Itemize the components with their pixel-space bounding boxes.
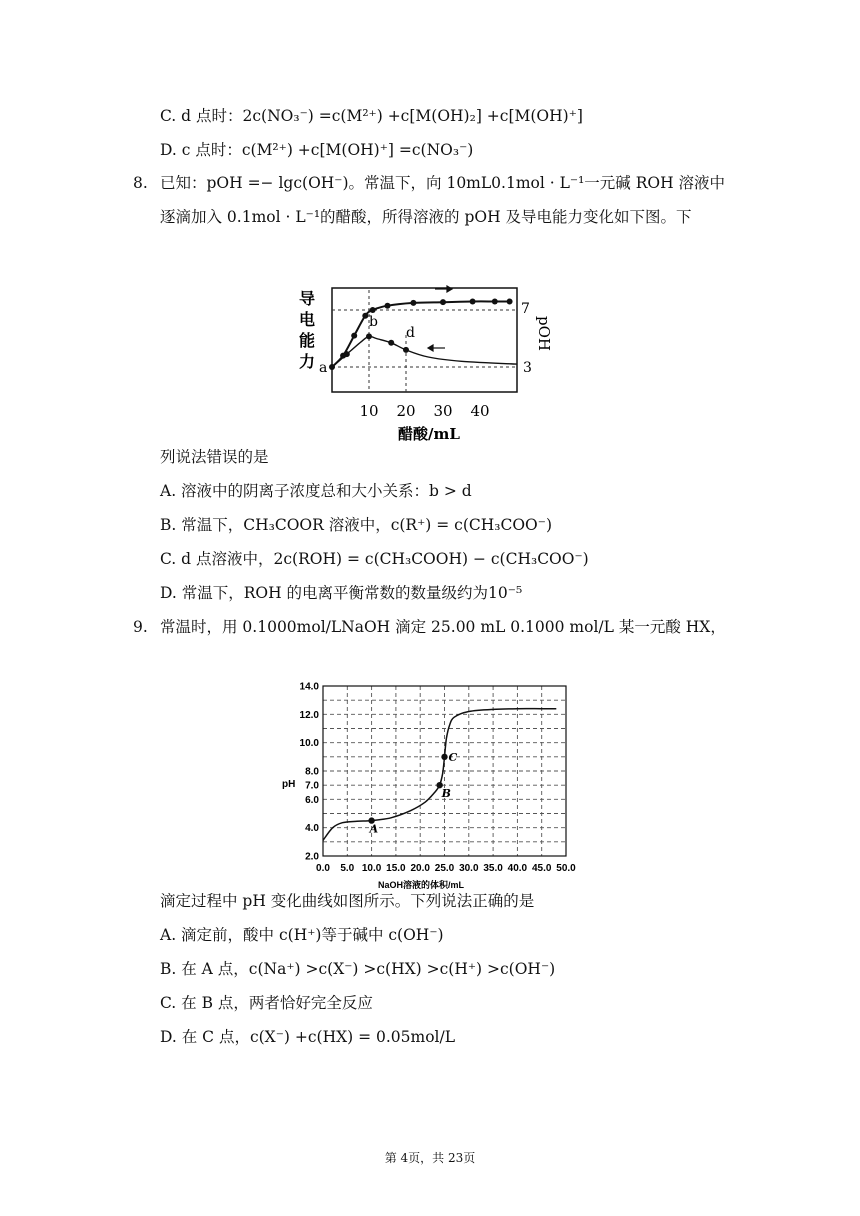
point-label-A: A <box>369 822 379 836</box>
right-axis-label: pOH <box>535 316 553 351</box>
q9-option-c: C. 在 B 点，两者恰好完全反应 <box>160 994 373 1012</box>
left-arrow-head-icon <box>428 345 433 351</box>
q8-stem-line3: 列说法错误的是 <box>160 448 269 466</box>
point-label-b: b <box>369 314 378 330</box>
q9-stem-line2: 滴定过程中 pH 变化曲线如图所示。下列说法正确的是 <box>160 892 535 910</box>
data-point <box>470 298 476 304</box>
data-point <box>366 333 372 339</box>
y-tick-label: 2.0 <box>305 851 319 863</box>
x-tick-label: 45.0 <box>531 863 552 874</box>
q8-stem-line2: 逐滴加入 0.1mol · L⁻¹的醋酸，所得溶液的 pOH 及导电能力变化如下图。下 <box>160 208 692 226</box>
y-tick-label: 12.0 <box>299 709 319 721</box>
q9-option-b: B. 在 A 点，c(Na⁺) >c(X⁻) >c(HX) >c(H⁺) >c(OH⁻) <box>160 960 556 978</box>
y-tick-label: 10.0 <box>299 738 319 750</box>
right-arrow-head-icon <box>447 286 452 292</box>
q8-option-d: D. 常温下，ROH 的电离平衡常数的数量级约为10⁻⁵ <box>160 584 523 602</box>
left-axis-label-char: 能 <box>299 331 316 350</box>
point-label-a: a <box>319 360 328 376</box>
conductivity-poh-chart <box>295 280 555 445</box>
y-tick-label: 8.0 <box>305 766 319 778</box>
x-tick-label: 50.0 <box>556 863 576 874</box>
x-tick-label: 40 <box>470 402 490 420</box>
q9-number: 9. <box>133 618 148 636</box>
data-point <box>388 340 394 346</box>
point-label-C: C <box>448 750 458 764</box>
point-label-d: d <box>406 325 415 341</box>
data-point <box>492 298 498 304</box>
x-tick-label: 30 <box>433 402 453 420</box>
q8-stem-line1: 已知：pOH =− lgc(OH⁻)。常温下，向 10mL0.1mol · L⁻¹一元碱 ROH 溶液中 <box>160 174 726 192</box>
right-tick-7: 7 <box>521 301 530 317</box>
q7-option-c: C. d 点时：2c(NO₃⁻) =c(M²⁺) +c[M(OH)₂] +c[M(OH)⁺] <box>160 107 583 125</box>
q8-option-c: C. d 点溶液中，2c(ROH) = c(CH₃COOH) − c(CH₃COO⁻) <box>160 550 589 568</box>
left-axis-label-char: 电 <box>299 310 316 329</box>
q9-option-a: A. 滴定前，酸中 c(H⁺)等于碱中 c(OH⁻) <box>160 926 444 944</box>
data-point <box>410 300 416 306</box>
q9-option-d: D. 在 C 点，c(X⁻) +c(HX) = 0.05mol/L <box>160 1028 456 1046</box>
y-tick-label: 6.0 <box>305 794 319 806</box>
point-label-B: B <box>441 787 451 801</box>
x-tick-label: 5.0 <box>340 863 355 874</box>
x-tick-label: 10.0 <box>361 863 382 874</box>
y-tick-label: 7.0 <box>305 780 319 792</box>
x-axis-label-2: NaOH溶液的体积/mL <box>378 880 465 890</box>
q8-option-a: A. 溶液中的阴离子浓度总和大小关系：b > d <box>160 482 472 500</box>
right-tick-3: 3 <box>523 360 532 376</box>
data-point <box>351 333 357 339</box>
conductivity-curve <box>332 336 517 367</box>
q8-option-b: B. 常温下，CH₃COOR 溶液中，c(R⁺) = c(CH₃COO⁻) <box>160 516 552 534</box>
y-tick-label: 4.0 <box>305 823 319 835</box>
y-tick-label: 14.0 <box>299 681 319 693</box>
data-point <box>370 307 376 313</box>
q8-number: 8. <box>133 174 148 192</box>
data-point <box>362 313 368 319</box>
data-point <box>403 347 409 353</box>
left-axis-label-char: 导 <box>299 289 316 308</box>
x-axis-label: 醋酸/mL <box>398 425 460 443</box>
q9-stem-line1: 常温时，用 0.1000mol/LNaOH 滴定 25.00 mL 0.1000 mol/L 某一元酸 HX， <box>160 618 726 636</box>
data-point <box>440 299 446 305</box>
data-point <box>385 303 391 309</box>
y-axis-label: pH <box>282 779 296 790</box>
x-tick-label: 20 <box>396 402 416 420</box>
titration-point-C <box>441 754 447 760</box>
x-tick-label: 25.0 <box>434 863 455 874</box>
x-tick-label: 35.0 <box>483 863 503 874</box>
x-tick-label: 40.0 <box>507 863 528 874</box>
left-axis-label-char: 力 <box>299 352 316 371</box>
x-tick-label: 30.0 <box>459 863 479 874</box>
x-tick-label: 0.0 <box>316 863 330 874</box>
poh-curve <box>332 301 510 367</box>
page-footer: 第 4页，共 23页 <box>384 1151 476 1165</box>
data-point <box>329 364 335 370</box>
titration-ph-chart <box>278 676 588 891</box>
x-tick-label: 20.0 <box>410 863 430 874</box>
x-tick-label: 15.0 <box>386 863 406 874</box>
x-tick-label: 10 <box>359 402 379 420</box>
data-point <box>507 298 513 304</box>
q7-option-d: D. c 点时：c(M²⁺) +c[M(OH)⁺] =c(NO₃⁻) <box>160 141 474 159</box>
data-point <box>344 351 350 357</box>
